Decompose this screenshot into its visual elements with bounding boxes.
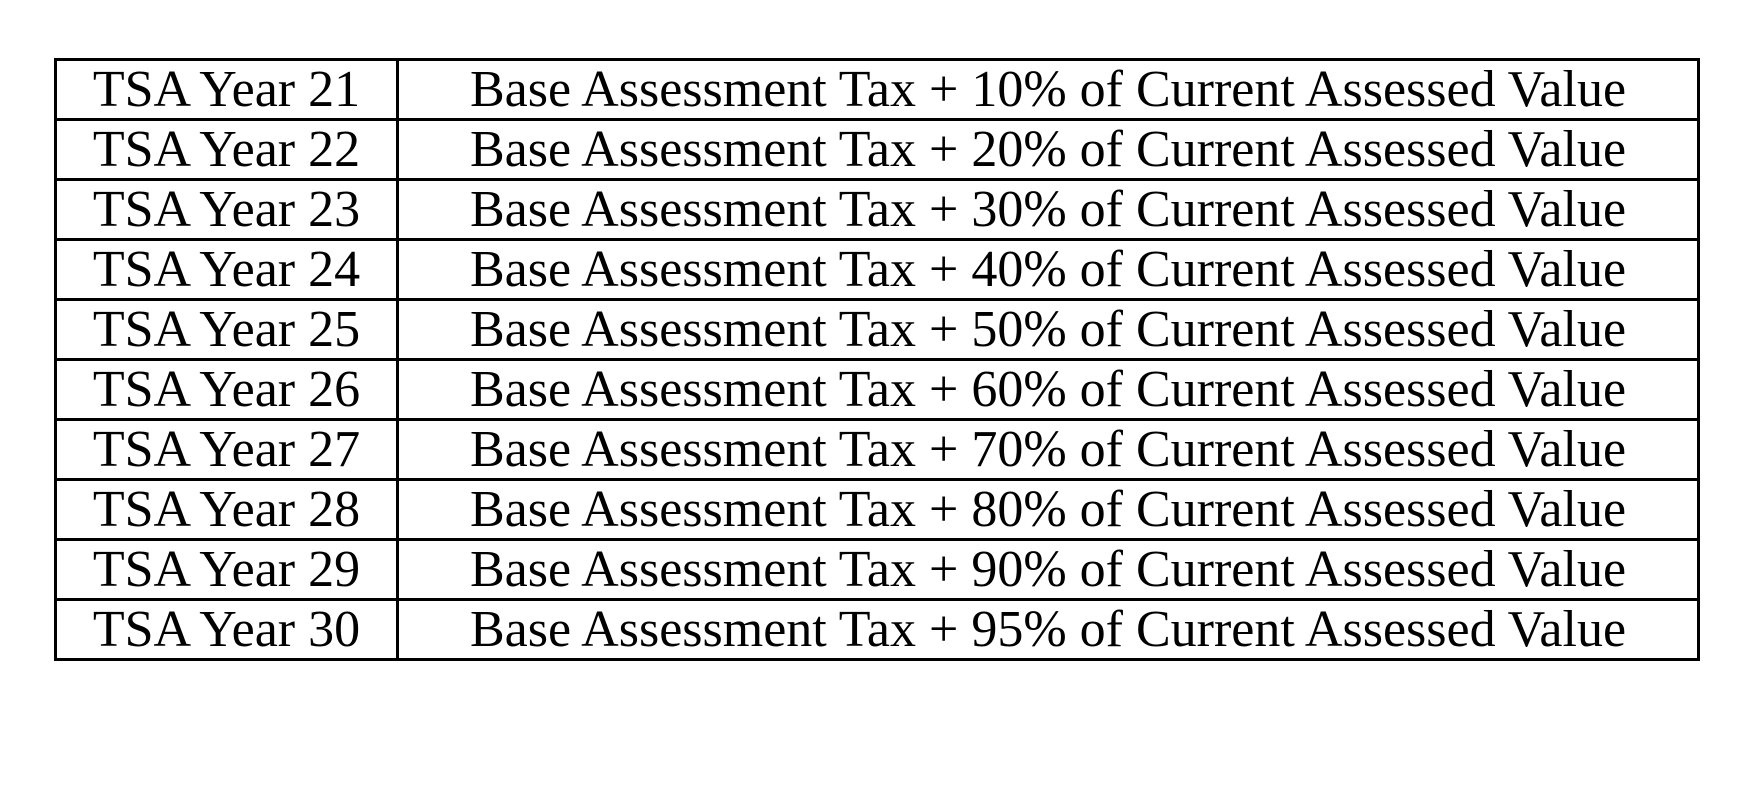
year-cell: TSA Year 25 xyxy=(56,300,398,360)
year-cell: TSA Year 30 xyxy=(56,600,398,660)
formula-cell: Base Assessment Tax + 60% of Current Assessed Value xyxy=(398,360,1699,420)
year-cell: TSA Year 28 xyxy=(56,480,398,540)
formula-cell: Base Assessment Tax + 95% of Current Assessed Value xyxy=(398,600,1699,660)
formula-cell: Base Assessment Tax + 50% of Current Assessed Value xyxy=(398,300,1699,360)
formula-cell: Base Assessment Tax + 30% of Current Assessed Value xyxy=(398,180,1699,240)
table-row xyxy=(56,180,1699,240)
formula-cell: Base Assessment Tax + 90% of Current Assessed Value xyxy=(398,540,1699,600)
table-row xyxy=(56,60,1699,120)
tsa-schedule-table xyxy=(54,58,1700,661)
table-row xyxy=(56,480,1699,540)
year-cell: TSA Year 29 xyxy=(56,540,398,600)
table-body xyxy=(56,60,1699,660)
year-cell: TSA Year 23 xyxy=(56,180,398,240)
formula-cell: Base Assessment Tax + 40% of Current Assessed Value xyxy=(398,240,1699,300)
formula-cell: Base Assessment Tax + 70% of Current Assessed Value xyxy=(398,420,1699,480)
formula-cell: Base Assessment Tax + 20% of Current Assessed Value xyxy=(398,120,1699,180)
year-cell: TSA Year 22 xyxy=(56,120,398,180)
year-cell: TSA Year 26 xyxy=(56,360,398,420)
table-row xyxy=(56,420,1699,480)
table-row xyxy=(56,540,1699,600)
table-row xyxy=(56,300,1699,360)
year-cell: TSA Year 21 xyxy=(56,60,398,120)
table-row xyxy=(56,600,1699,660)
year-cell: TSA Year 27 xyxy=(56,420,398,480)
formula-cell: Base Assessment Tax + 10% of Current Assessed Value xyxy=(398,60,1699,120)
table-row xyxy=(56,240,1699,300)
table-row xyxy=(56,360,1699,420)
year-cell: TSA Year 24 xyxy=(56,240,398,300)
table-row xyxy=(56,120,1699,180)
formula-cell: Base Assessment Tax + 80% of Current Assessed Value xyxy=(398,480,1699,540)
